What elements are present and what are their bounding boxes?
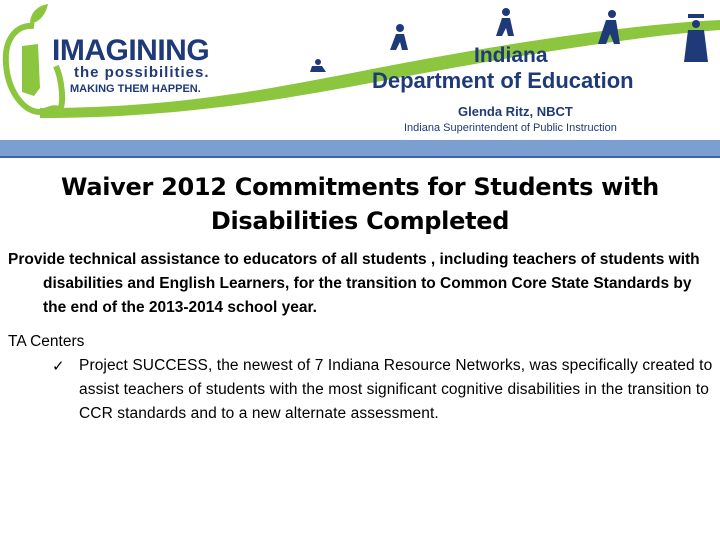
department-name: Department of Education <box>372 68 634 93</box>
state-name: Indiana <box>474 44 548 67</box>
slide-title: Waiver 2012 Commitments for Students with Disabilities Completed <box>61 173 659 235</box>
logo-subtitle: the possibilities. <box>74 64 210 81</box>
walking-child-icon <box>390 24 408 50</box>
commitment-paragraph: Provide technical assistance to educators of all students , including teachers of students with disabilities and English Learners, for the transition to Common Core State Standards by the end of the 2013-2014 school year. <box>8 251 700 316</box>
banner-divider <box>0 140 720 158</box>
walking-student-icon <box>496 8 514 36</box>
checkmark-icon: ✓ <box>52 357 65 375</box>
crawling-child-icon <box>310 59 326 72</box>
indiana-state-icon <box>22 44 40 96</box>
ta-item-text: Project SUCCESS, the newest of 7 Indiana Resource Networks, was specifically created to assist teachers of students with the most significant cognitive disabilities in the transition to CCR standards and to a new alternate assessment. <box>79 357 713 422</box>
superintendent-name: Glenda Ritz, NBCT <box>458 104 573 119</box>
list-item <box>52 354 716 426</box>
logo-title: IMAGINING <box>52 34 210 67</box>
superintendent-title: Indiana Superintendent of Public Instruction <box>404 122 617 134</box>
apple-leaf-icon <box>30 4 48 24</box>
header-banner <box>0 0 720 158</box>
logo-tagline: MAKING THEM HAPPEN. <box>70 83 201 95</box>
ta-centers-heading: TA Centers <box>8 333 85 350</box>
